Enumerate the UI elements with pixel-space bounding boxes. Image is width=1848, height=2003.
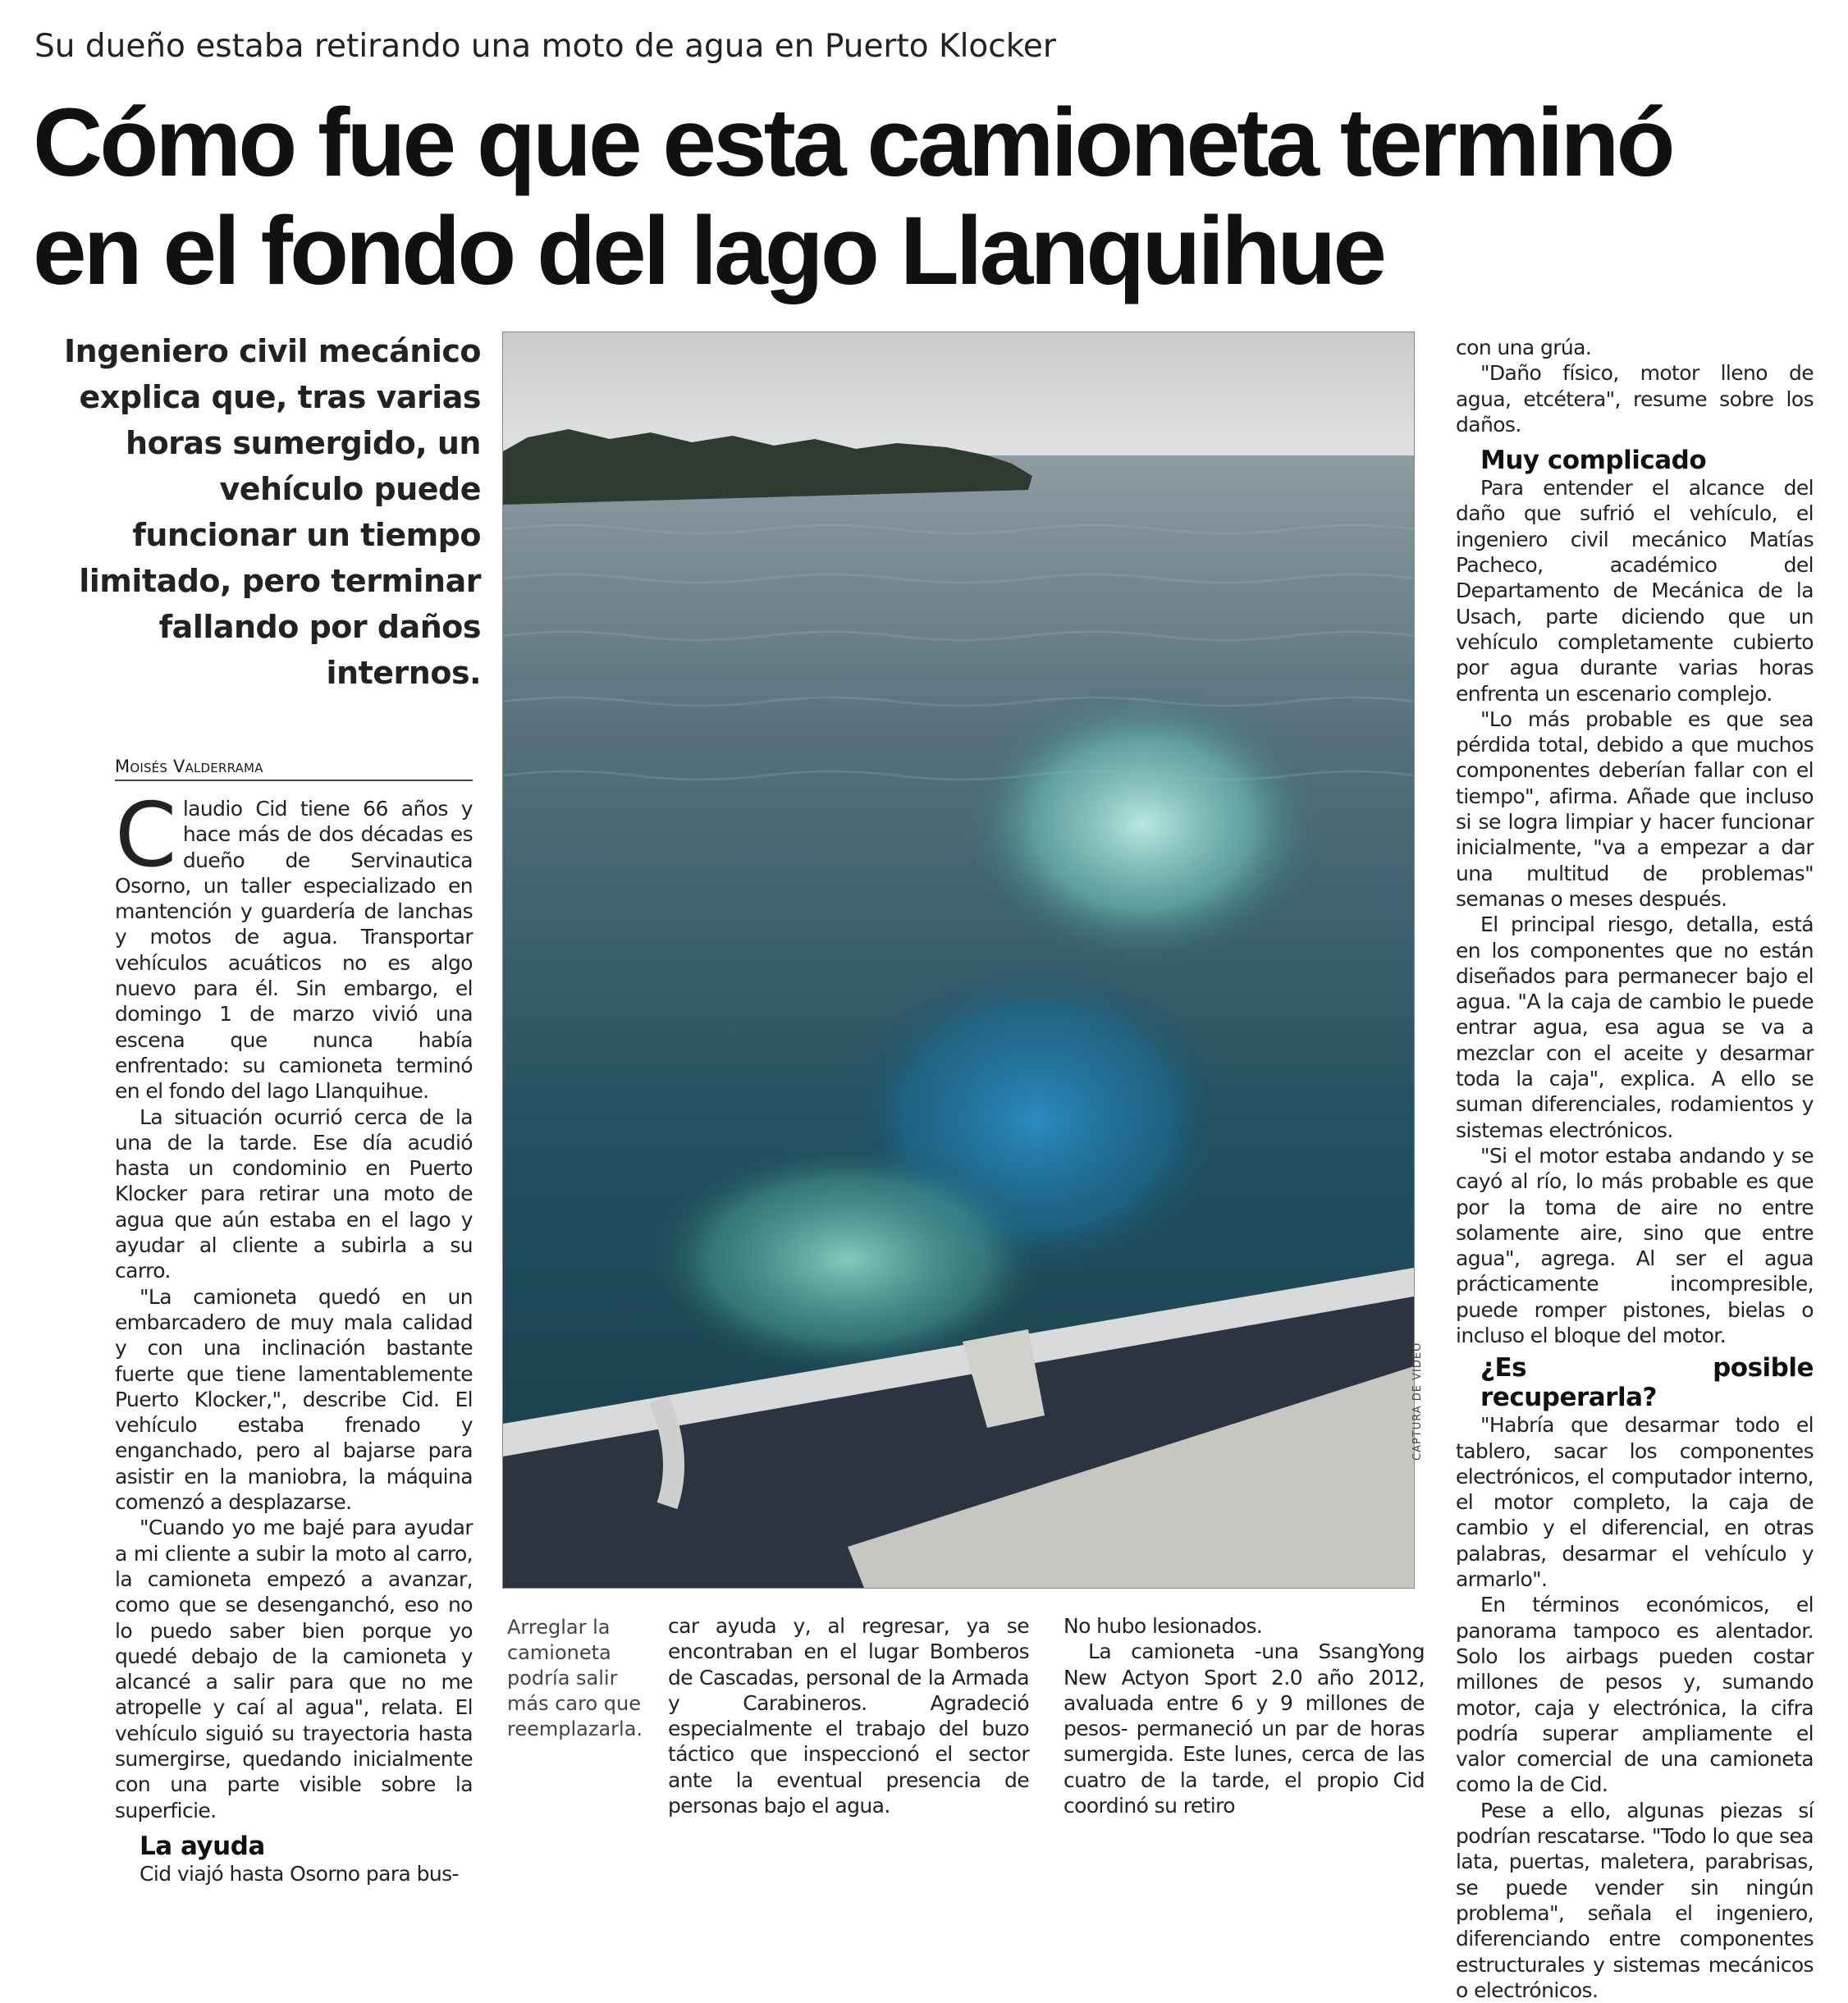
headline <box>33 89 1672 305</box>
article-column-1 <box>115 784 473 1886</box>
subheading: Muy complicado <box>1480 446 1707 476</box>
paragraph: Para entender el alcance del daño que sufrió el vehículo, el ingeniero civil mecánico Matías Pacheco, académico del Departamento de Mecánica de la Usach, parte diciendo que un vehículo completamente cubierto por agua durante varias horas enfrenta un escenario complejo. <box>1456 476 1814 706</box>
paragraph: La situación ocurrió cerca de la una de la tarde. Ese día acudió hasta un condominio en Puerto Klocker para retirar una moto de agua que aún estaba en el lago y ayudar al cliente a subirla a su carro. <box>115 1104 473 1283</box>
paragraph: car ayuda y, al regresar, ya se encontraban en el lugar Bomberos de Cascadas, personal de la Armada y Carabineros. Agradeció especialmente el trabajo del buzo táctico que inspeccionó el sector ante la eventual presencia de personas bajo el agua. <box>668 1614 1029 1818</box>
subheading: ¿Es posible recuperarla? <box>1480 1353 1814 1413</box>
paragraph: "Lo más probable es que sea pérdida total, debido a que muchos componentes deberían fallar con el tiempo", afirma. Añade que incluso si se logra limpiar y hacer funcionar inicialmente, "va a empezar a dar una multitud de problemas" semanas o meses después. <box>1456 707 1814 911</box>
headline-line-1: Cómo fue que esta camioneta terminó <box>33 89 1672 197</box>
paragraph: "Daño físico, motor lleno de agua, etcétera", resume sobre los daños. <box>1456 361 1814 437</box>
kicker: Su dueño estaba retirando una moto de agua en Puerto Klocker <box>34 28 1056 65</box>
paragraph: "Habría que desarmar todo el tablero, sacar los componentes electrónicos, el computador interno, el motor completo, la caja de cambio y el diferencial, en otras palabras, desarmar el vehículo y armarlo". <box>1456 1413 1814 1592</box>
headline-line-2: en el fondo del lago Llanquihue <box>33 197 1384 305</box>
photo-credit: CAPTURA DE VIDEO <box>1411 1342 1424 1461</box>
article-column-3 <box>1064 1613 1425 1818</box>
byline: Moisés Valderrama <box>115 757 473 781</box>
paragraph: Claudio Cid tiene 66 años y hace más de dos décadas es dueño de Servinautica Osorno, un taller especializado en mantención y guardería de lanchas y motos de agua. Transportar vehículos acuáticos no es algo nuevo para él. Sin embargo, el domingo 1 de marzo vivió una escena que nunca había enfrentado: su camioneta terminó en el fondo del lago Llanquihue. <box>115 784 473 1104</box>
paragraph: En términos económicos, el panorama tampoco es alentador. Solo los airbags pueden costar millones de pesos y, sumando motor, caja y electrónica, la cifra podría superar ampliamente el valor comercial de una camioneta como la de Cid. <box>1456 1593 1814 1797</box>
article-column-4 <box>1456 335 1814 2003</box>
drop-cap: C <box>115 784 176 887</box>
paragraph: "Cuando yo me bajé para ayudar a mi cliente a subir la moto al carro, la camioneta empezó a avanzar, como que se desenganchó, eso no lo puedo saber bien porque yo quedé debajo de la camioneta y alcancé a salir para que no me atropelle y caí al agua", relata. El vehículo siguió su trayectoria hasta sumergirse, quedando inicialmente con una parte visible sobre la superficie. <box>115 1516 473 1822</box>
paragraph: con una grúa. <box>1456 336 1592 359</box>
paragraph: La camioneta -una SsangYong New Actyon Sport 2.0 año 2012, avaluada entre 6 y 9 millones de pesos- permaneció un par de horas sumergida. Este lunes, cerca de las cuatro de la tarde, el propio Cid coordinó su retiro <box>1064 1639 1425 1818</box>
paragraph: No hubo lesionados. <box>1064 1614 1263 1638</box>
article-column-2 <box>668 1613 1029 1818</box>
paragraph: "Si el motor estaba andando y se cayó al río, lo más probable es que por la toma de aire no entre solamente aire, sino que entre agua", agrega. Al ser el agua prácticamente incompresible, puede romper pistones, bielas o incluso el bloque del motor. <box>1456 1143 1814 1347</box>
lake-photo-illustration <box>503 332 1414 1588</box>
photo-caption: Arreglar la camioneta podría salir más caro que reemplazarla. <box>507 1616 643 1740</box>
paragraph: El principal riesgo, detalla, está en los componentes que no están diseñados para permanecer bajo el agua. "A la caja de cambio le puede entrar agua, esa agua se va a mezclar con el aceite y desarmar toda la caja", explica. A ello se suman diferenciales, rodamientos y sistemas electrónicos. <box>1456 912 1814 1142</box>
paragraph: Pese a ello, algunas piezas sí podrían rescatarse. "Todo lo que sea lata, puertas, maletera, parabrisas, se puede vender sin ningún problema", señala el ingeniero, diferenciando entre componentes estructurales y sistemas mecánicos o electrónicos. <box>1456 1798 1814 2002</box>
lake-photo <box>502 332 1415 1589</box>
paragraph: "La camioneta quedó en un embarcadero de muy mala calidad y con una inclinación bastante fuerte que tiene lamentablemente Puerto Klocker,", describe Cid. El vehículo estaba frenado y enganchado, pero al bajarse para asistir en la maniobra, la máquina comenzó a desplazarse. <box>115 1284 473 1515</box>
subheading: La ayuda <box>140 1831 265 1861</box>
deck: Ingeniero civil mecánico explica que, tras varias horas sumergido, un vehículo puede funcionar un tiempo limitado, pero terminar fallando por daños internos. <box>64 333 481 691</box>
paragraph: Cid viajó hasta Osorno para bus- <box>140 1861 459 1886</box>
